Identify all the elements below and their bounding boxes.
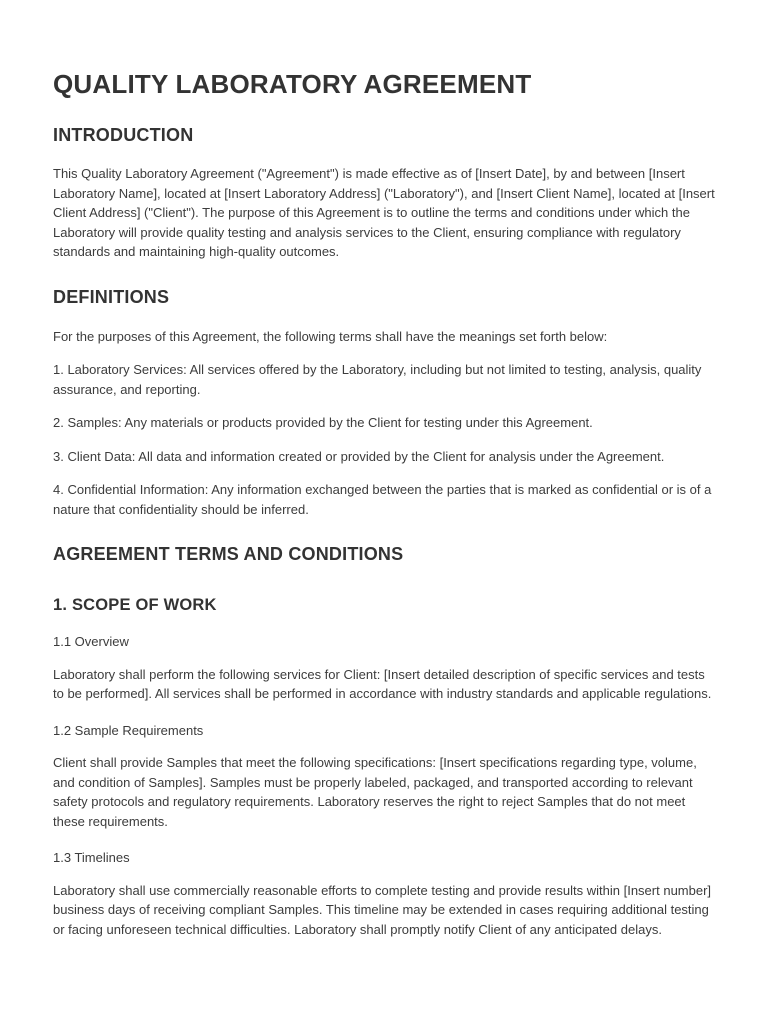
clause-heading-sample-requirements: 1.2 Sample Requirements [53,722,204,738]
clause-paragraph-overview: Laboratory shall perform the following services for Client: [Insert detailed description of specific services and tests to be performed]. All services shall be performed in accordance with industry standards and applicable regulations. [53,666,712,702]
section-heading-scope-of-work: 1. SCOPE OF WORK [53,595,217,614]
document-title: QUALITY LABORATORY AGREEMENT [53,69,532,99]
section-heading-introduction: INTRODUCTION [53,124,194,145]
clause-heading-overview: 1.1 Overview [53,634,129,650]
definition-item-samples: 2. Samples: Any materials or products provided by the Client for testing under this Agreement. [53,415,593,431]
clause-heading-timelines: 1.3 Timelines [53,850,130,866]
definitions-lead-paragraph: For the purposes of this Agreement, the following terms shall have the meanings set forth below: [53,328,608,344]
clause-paragraph-sample-requirements: Client shall provide Samples that meet the following specifications: [Insert specifications regarding type, volume, and condition of Samples]. Samples must be properly labeled, packaged, and transported according to relevant safety protocols and regulatory requirements. Laboratory reserves the right to reject Samples that do not meet these requirements. [53,755,697,829]
introduction-paragraph: This Quality Laboratory Agreement ("Agreement") is made effective as of [Insert Date], by and between [Insert Laboratory Name], located at [Insert Laboratory Address] ("Laboratory"), and [Insert Client Name], located at [Insert Client Address] ("Client"). The purpose of this Agreement is to outline the terms and conditions under which the Laboratory will provide quality testing and analysis services to the Client, ensuring compliance with regulatory standards and maintaining high-quality outcomes. [53,166,715,260]
definition-item-confidential-information: 4. Confidential Information: Any information exchanged between the parties that is marked as confidential or is of a nature that confidentiality should be inferred. [53,482,712,517]
definition-item-laboratory-services: 1. Laboratory Services: All services offered by the Laboratory, including but not limited to testing, analysis, quality assurance, and reporting. [53,362,702,397]
clause-paragraph-timelines: Laboratory shall use commercially reasonable efforts to complete testing and provide results within [Insert number] business days of receiving compliant Samples. This timeline may be extended in cases requiring additional testing or facing unforeseen technical difficulties. Laboratory shall promptly notify Client of any anticipated delays. [53,882,712,937]
definition-item-client-data: 3. Client Data: All data and information created or provided by the Client for analysis under the Agreement. [53,448,665,464]
section-heading-definitions: DEFINITIONS [53,286,170,307]
section-heading-agreement-terms: AGREEMENT TERMS AND CONDITIONS [53,544,404,565]
